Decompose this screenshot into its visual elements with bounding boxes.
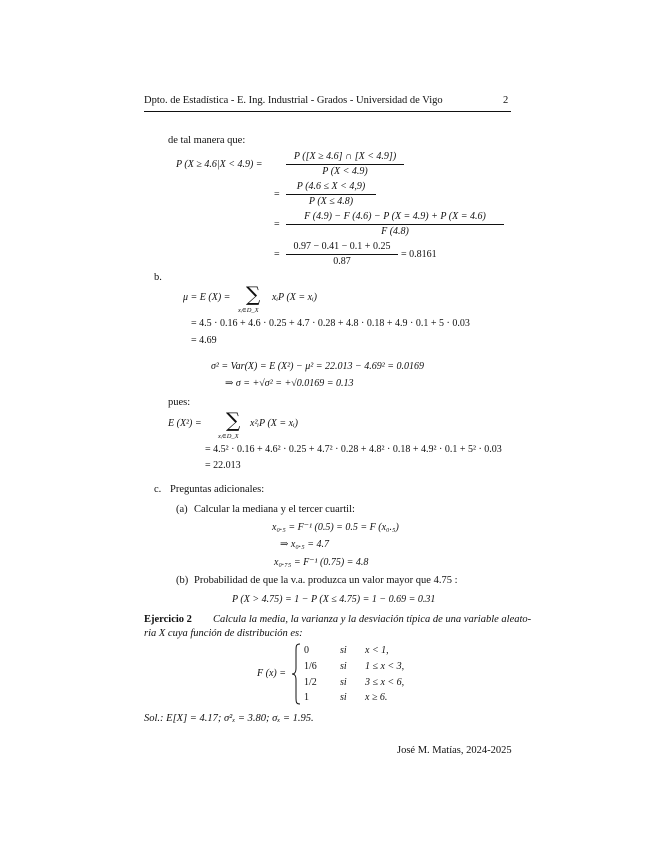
- section-c-title: Preguntas adicionales:: [170, 484, 265, 495]
- mu-lhs: μ = E (X) =: [183, 292, 231, 303]
- median-line-1: x₀.₅ = F⁻¹ (0.5) = 0.5 = F (x₀.₅): [272, 522, 399, 533]
- fraction-3-numerator: F (4.9) − F (4.6) − P (X = 4.9) + P (X = 4.6): [304, 211, 486, 222]
- running-header: Dpto. de Estadística - E. Ing. Industrial - Grados - Universidad de Vigo: [144, 95, 443, 106]
- case-row: [304, 661, 317, 672]
- fraction-1-numerator: P ([X ≥ 4.6] ∩ [X < 4.9]): [293, 151, 397, 162]
- section-c-label: c.: [154, 484, 162, 495]
- ex2-expansion: = 4.5² · 0.16 + 4.6² · 0.25 + 4.7² · 0.28 + 4.8² · 0.18 + 4.9² · 0.1 + 5² · 0.03: [205, 444, 502, 455]
- quartile-line: x₀.₇₅ = F⁻¹ (0.75) = 4.8: [274, 557, 369, 568]
- std-dev-line: ⇒ σ = +√σ² = +√0.0169 = 0.13: [225, 378, 354, 389]
- ex2-result: = 22.013: [205, 460, 241, 471]
- question-a-text: Calcular la mediana y el tercer cuartil:: [194, 504, 355, 515]
- fraction-2-numerator: P (4.6 ≤ X < 4,9): [296, 181, 366, 192]
- mu-result: = 4.69: [191, 335, 217, 346]
- fraction-4-denominator: 0.87: [333, 256, 351, 267]
- case-range: 3 ≤ x < 6,: [365, 677, 405, 688]
- case-row: [304, 677, 317, 688]
- case-range: 1 ≤ x < 3,: [365, 661, 405, 672]
- question-b-label: (b): [176, 575, 189, 586]
- footer-author: José M. Matías, 2024-2025: [397, 745, 512, 756]
- case-value: 1/2: [304, 677, 317, 688]
- variance-line: σ² = Var(X) = E (X²) − μ² = 22.013 − 4.69² = 0.0169: [211, 361, 424, 372]
- equals-3: =: [274, 219, 280, 230]
- fraction-1-denominator: P (X < 4.9): [322, 166, 368, 177]
- header-rule: [144, 111, 511, 112]
- pues-text: pues:: [168, 397, 191, 408]
- equals-2: =: [274, 189, 280, 200]
- case-cond: si: [340, 677, 347, 688]
- section-b-label: b.: [154, 272, 162, 283]
- cond-prob-lhs: P (X ≥ 4.6|X < 4.9) =: [176, 159, 263, 170]
- intro-text: de tal manera que:: [168, 135, 246, 146]
- probability-line: P (X > 4.75) = 1 − P (X ≤ 4.75) = 1 − 0.69 = 0.31: [232, 594, 436, 605]
- page-number: 2: [503, 95, 509, 106]
- case-range: x < 1,: [365, 645, 389, 656]
- exercise-2-label: Ejercicio 2: [144, 614, 192, 625]
- fraction-3-denominator: F (4.8): [381, 226, 409, 237]
- median-line-2: ⇒ x₀.₅ = 4.7: [280, 539, 330, 550]
- case-range: x ≥ 6.: [365, 692, 388, 703]
- mu-term: xᵢP (X = xᵢ): [272, 292, 317, 303]
- case-value: 1/6: [304, 661, 317, 672]
- result-0-8161: = 0.8161: [401, 249, 437, 260]
- sum-subscript-2: xᵢ∈D_X: [218, 433, 239, 440]
- question-b-text: Probabilidad de que la v.a. produzca un valor mayor que 4.75 :: [194, 575, 458, 586]
- ex2-term: x²ᵢP (X = xᵢ): [250, 418, 298, 429]
- sum-symbol: ∑: [246, 282, 261, 306]
- fraction-3: [286, 211, 504, 238]
- sum-symbol-2: ∑: [226, 408, 241, 432]
- fraction-1: [286, 151, 404, 178]
- cdf-lhs: F (x) =: [257, 668, 286, 679]
- case-value: 1: [304, 692, 309, 703]
- case-cond: si: [340, 645, 347, 656]
- case-value: 0: [304, 645, 309, 656]
- left-brace-icon: [291, 643, 301, 705]
- case-cond: si: [340, 692, 347, 703]
- fraction-2: [286, 181, 376, 208]
- exercise-2-statement-2: ria X cuya función de distribución es:: [144, 628, 303, 639]
- case-cond: si: [340, 661, 347, 672]
- case-row: [304, 692, 309, 703]
- mu-expansion: = 4.5 · 0.16 + 4.6 · 0.25 + 4.7 · 0.28 + 4.8 · 0.18 + 4.9 · 0.1 + 5 · 0.03: [191, 318, 470, 329]
- sum-subscript: xᵢ∈D_X: [238, 307, 259, 314]
- fraction-2-denominator: P (X ≤ 4.8): [308, 196, 354, 207]
- solution-text: Sol.: E[X] = 4.17; σ²ₓ = 3.80; σₓ = 1.95.: [144, 713, 314, 724]
- question-a-label: (a): [176, 504, 188, 515]
- ex2-lhs: E (X²) =: [168, 418, 202, 429]
- case-row: [304, 645, 309, 656]
- exercise-2-statement-1: Calcula la media, la varianza y la desviación típica de una variable aleato-: [213, 614, 532, 625]
- fraction-4-numerator: 0.97 − 0.41 − 0.1 + 0.25: [293, 241, 391, 252]
- equals-4: =: [274, 249, 280, 260]
- fraction-4: [286, 241, 398, 268]
